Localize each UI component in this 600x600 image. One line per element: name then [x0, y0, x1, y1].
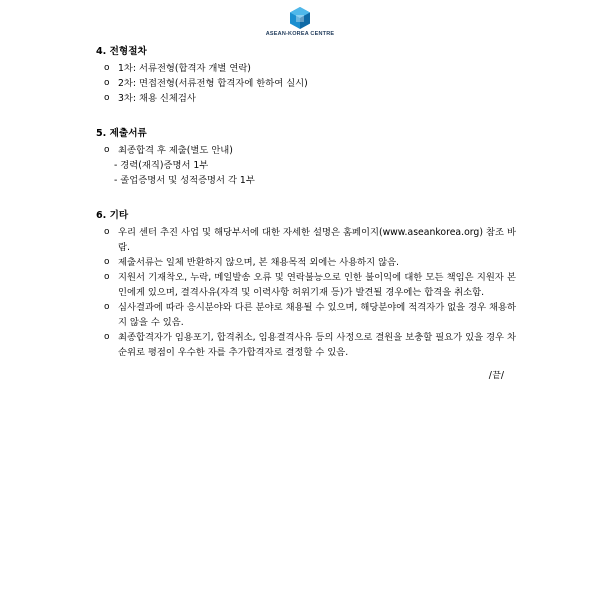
list-item: o 3차: 채용 신체검사 — [104, 93, 196, 104]
logo-text: ASEAN-KOREA CENTRE — [265, 31, 335, 37]
sub-item: - 경력(재직)증명서 1부 — [114, 160, 209, 171]
list-item: o 1차: 서류전형(합격자 개별 연락) — [104, 63, 251, 74]
logo — [0, 6, 600, 37]
list-item: o 2차: 면접전형(서류전형 합격자에 한하여 실시) — [104, 78, 308, 89]
list-item: o 제출서류는 일체 반환하지 않으며, 본 채용목적 외에는 사용하지 않음. — [104, 257, 400, 268]
list-item: o 최종합격자가 임용포기, 합격취소, 임용결격사유 등의 사정으로 결원을 보충할 필요가 있을 경우 차순위로 평점이 우수한 자를 추가합격자로 결정할 수 있음. — [104, 332, 516, 358]
section-other — [96, 208, 516, 383]
list-item: o 심사결과에 따라 응시분야와 다른 분야로 채용될 수 있으며, 해당분야에 적격자가 없을 경우 채용하지 않을 수 있음. — [104, 302, 516, 328]
list-item: o 지원서 기재착오, 누락, 메일발송 오류 및 연락불능으로 인한 불이익에 대한 모든 책임은 지원자 본인에게 있으며, 결격사유(자격 및 이력사항 허위기재 등)가 발견될 경우에는 합격을 취소함. — [104, 272, 516, 298]
list-item: o 우리 센터 추진 사업 및 해당부서에 대한 자세한 설명은 홈페이지(www.aseankorea.org) 참조 바람. — [104, 227, 516, 253]
section-documents — [96, 126, 516, 188]
end-mark: /끝/ — [488, 370, 504, 381]
sub-item: - 졸업증명서 및 성적증명서 각 1부 — [114, 175, 255, 186]
list-item: o 최종합격 후 제출(별도 안내) — [104, 145, 233, 156]
section-title: 4. 전형절차 — [96, 46, 147, 57]
section-selection-process — [96, 44, 516, 106]
document-body — [96, 44, 516, 403]
logo-icon — [289, 6, 311, 30]
section-title: 5. 제출서류 — [96, 128, 147, 139]
section-title: 6. 기타 — [96, 210, 129, 221]
